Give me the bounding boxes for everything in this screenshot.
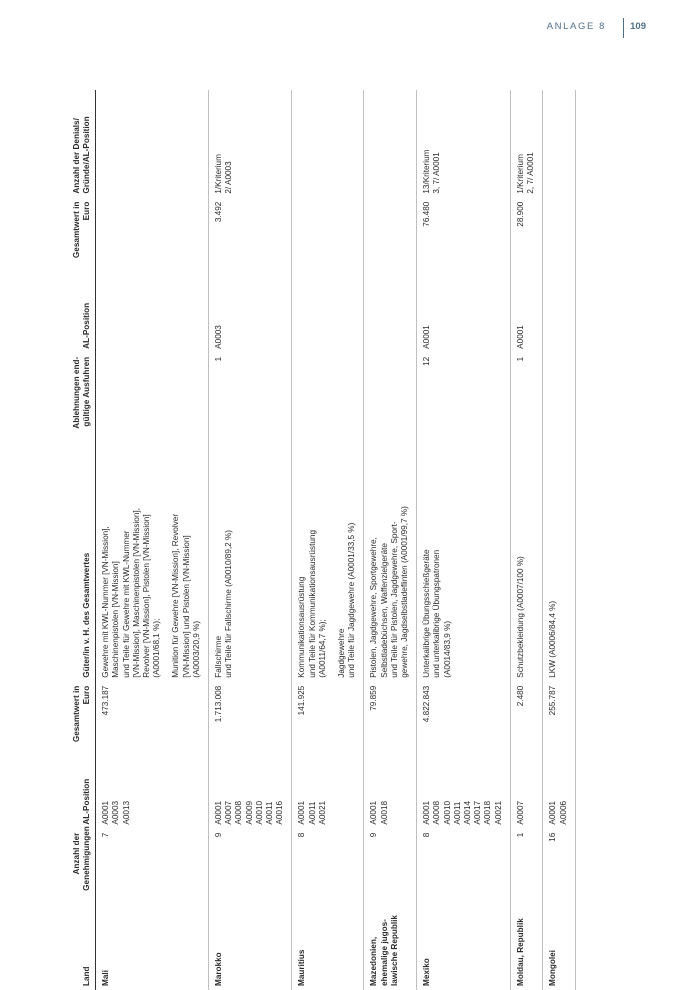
cell-denials	[209, 90, 292, 198]
land-name: Mexiko	[422, 958, 432, 986]
land-name: Mauritius	[297, 949, 307, 986]
cell-anzahl	[96, 829, 209, 895]
gueter-block	[214, 442, 234, 678]
cell-gueter	[364, 438, 417, 682]
col-header-gueter: Güter/in v. H. des Gesamtwertes	[70, 438, 96, 682]
section-label: ANLAGE 8	[546, 21, 606, 32]
cell-gesamtwert-2	[364, 198, 417, 268]
al-code: A0001	[422, 800, 432, 825]
gueter-line: und Teile für Kommunikationsausrüstung	[307, 529, 317, 678]
gueter-line: (A0001/68,1 %);	[152, 618, 162, 678]
cell-denials	[543, 90, 575, 198]
cell-land	[96, 895, 209, 990]
al-code: A0010	[442, 800, 452, 825]
anzahl-value: 16	[548, 832, 558, 842]
cell-ablehnungen	[96, 353, 209, 438]
cell-gueter	[96, 438, 209, 682]
land-line: Mazedonien,	[369, 936, 379, 986]
denial-gesamtwert: 3.492	[214, 201, 224, 223]
col-header-denials: Anzahl der Denials/ Gründe/AL-Position	[70, 90, 96, 198]
gueter-block	[171, 442, 202, 678]
gueter-block	[516, 442, 526, 678]
al-code: A0011	[265, 801, 275, 825]
gesamtwert-value: 2.480	[515, 685, 525, 707]
cell-gesamtwert-2	[510, 198, 542, 268]
table-row	[96, 90, 209, 990]
cell-land	[417, 895, 511, 990]
cell-ablehnungen	[543, 353, 575, 438]
cell-land	[292, 895, 364, 990]
al-code: A0014	[463, 800, 473, 825]
cell-al-position-2	[543, 268, 575, 353]
cell-al-position	[543, 750, 575, 829]
land-name: Mali	[101, 970, 111, 986]
cell-gesamtwert	[364, 682, 417, 750]
denial-line: 1/Kriterium	[515, 154, 525, 194]
gesamtwert-value: 4.822.843	[422, 685, 432, 723]
anzahl-value: 8	[422, 832, 432, 838]
cell-anzahl	[543, 829, 575, 895]
col-header-al-position-2: AL-Position	[70, 268, 96, 353]
cell-al-position	[209, 750, 292, 829]
gueter-line: [VN-Mission], Maschinenpistolen [VN-Mission],	[131, 508, 141, 678]
al-code: A0018	[483, 800, 493, 825]
cell-denials	[292, 90, 364, 198]
table-row	[417, 90, 511, 990]
gueter-block	[369, 442, 410, 678]
denial-line: 2/ A0003	[224, 161, 234, 194]
al-code: A0021	[317, 800, 327, 825]
al-code: A0007	[515, 800, 525, 825]
al-code: A0013	[121, 800, 131, 825]
cell-ablehnungen	[292, 353, 364, 438]
al-code: A0010	[254, 800, 264, 825]
gueter-block	[101, 442, 162, 678]
gueter-line: LKW (A0006/84,4 %)	[548, 600, 558, 678]
cell-ablehnungen	[209, 353, 292, 438]
anzahl-value: 9	[369, 832, 379, 838]
al-code: A0001	[214, 800, 224, 825]
gueter-line: [VN-Mission] und Pistolen [VN-Mission]	[181, 535, 191, 678]
page-number: 109	[630, 21, 646, 32]
ablehnungen-value: 1	[515, 356, 525, 362]
cell-al-position-2	[209, 268, 292, 353]
export-licence-table	[70, 90, 576, 990]
gueter-line: und Teile für Jagdgewehre (A0001/33,5 %)	[347, 522, 357, 678]
cell-al-position-2	[417, 268, 511, 353]
cell-al-position	[96, 750, 209, 829]
cell-gesamtwert-2	[96, 198, 209, 268]
ablehnungen-value: 12	[422, 356, 432, 366]
denial-line: 13/Kriterium	[422, 149, 432, 194]
table-header-row	[70, 90, 96, 990]
cell-gesamtwert	[417, 682, 511, 750]
cell-denials	[510, 90, 542, 198]
al-code: A0003	[111, 800, 121, 825]
gueter-line: Selbstladebüchsen, Waffenzielgeräte	[379, 543, 389, 678]
gueter-line: Schutzbekleidung (A0007/100 %)	[515, 556, 525, 678]
col-header-ablehnungen: Ablehnungen endgültige Ausfuhren	[70, 353, 96, 438]
gueter-block	[422, 442, 453, 678]
gueter-line: Kommunikationsausrüstung	[297, 576, 307, 678]
col-header-al-position: AL-Position	[70, 750, 96, 829]
gueter-line: und unterkalibrige Übungspatronen	[432, 549, 442, 678]
cell-gesamtwert	[96, 682, 209, 750]
cell-anzahl	[417, 829, 511, 895]
table-row	[364, 90, 417, 990]
denial-al-code: A0001	[422, 325, 432, 349]
al-code: A0018	[379, 800, 389, 825]
cell-ablehnungen	[417, 353, 511, 438]
al-code: A0001	[101, 800, 111, 825]
cell-al-position	[364, 750, 417, 829]
header-divider	[623, 18, 624, 38]
al-code: A0007	[224, 800, 234, 825]
cell-gueter	[209, 438, 292, 682]
gesamtwert-value: 473.187	[101, 685, 111, 716]
cell-gesamtwert-2	[417, 198, 511, 268]
al-code: A0001	[369, 800, 379, 825]
al-code: A0001	[297, 800, 307, 825]
cell-ablehnungen	[364, 353, 417, 438]
cell-gesamtwert	[510, 682, 542, 750]
cell-al-position-2	[96, 268, 209, 353]
gueter-line: Fallschirme	[214, 635, 224, 678]
al-code: A0009	[244, 800, 254, 825]
cell-al-position	[292, 750, 364, 829]
land-line: lawische Republik	[389, 915, 399, 986]
cell-land	[364, 895, 417, 990]
land-name: Moldau, Republik	[515, 918, 525, 986]
anzahl-value: 8	[297, 832, 307, 838]
rotated-table-container	[70, 90, 595, 990]
gueter-line: (A0014/83,9 %)	[442, 620, 452, 678]
cell-anzahl	[510, 829, 542, 895]
gueter-line: Unterkalibrige Übungsschießgeräte	[422, 549, 432, 678]
cell-gesamtwert	[292, 682, 364, 750]
gueter-line: (A0011/64,7 %);	[317, 619, 327, 678]
denial-al-code: A0001	[515, 325, 525, 349]
gueter-line: Revolver [VN-Mission], Pistolen [VN-Mission]	[142, 514, 151, 678]
cell-land	[543, 895, 575, 990]
al-code: A0016	[275, 800, 285, 825]
gueter-line: Munition für Gewehre [VN-Mission], Revolver	[171, 513, 181, 678]
land-name: Mongolei	[548, 950, 558, 986]
cell-gesamtwert-2	[543, 198, 575, 268]
land-line: ehemalige jugos-	[379, 919, 389, 986]
cell-al-position	[510, 750, 542, 829]
table-row	[209, 90, 292, 990]
cell-gesamtwert-2	[209, 198, 292, 268]
denial-line: 1/Kriterium	[214, 154, 224, 194]
denial-gesamtwert: 76.480	[422, 201, 432, 227]
table-row	[510, 90, 542, 990]
al-code: A0017	[473, 800, 483, 825]
cell-al-position-2	[510, 268, 542, 353]
cell-anzahl	[364, 829, 417, 895]
al-code: A0001	[548, 800, 558, 825]
gueter-block	[337, 442, 357, 678]
gueter-line: Jagdgewehre	[337, 628, 347, 678]
cell-denials	[417, 90, 511, 198]
al-code: A0008	[432, 800, 442, 825]
table-row	[292, 90, 364, 990]
cell-al-position-2	[364, 268, 417, 353]
al-code: A0021	[493, 800, 503, 825]
gueter-block	[297, 442, 328, 678]
ablehnungen-value: 1	[214, 356, 224, 362]
cell-land	[510, 895, 542, 990]
cell-gesamtwert-2	[292, 198, 364, 268]
anzahl-value: 1	[515, 832, 525, 838]
cell-ablehnungen	[510, 353, 542, 438]
al-code: A0011	[452, 801, 462, 825]
gesamtwert-value: 79.859	[369, 685, 379, 711]
gesamtwert-value: 255.787	[548, 685, 558, 716]
cell-gesamtwert	[543, 682, 575, 750]
col-header-gesamtwert: Gesamtwert in Euro	[70, 682, 96, 750]
denial-line: 3, 7/ A0001	[432, 152, 442, 194]
gueter-line: (A0003/20,9 %)	[191, 620, 201, 678]
table-row	[543, 90, 575, 990]
cell-gueter	[543, 438, 575, 682]
gueter-line: und Teile für Fallschirme (A0010/89,2 %)	[224, 530, 234, 678]
cell-al-position-2	[292, 268, 364, 353]
cell-al-position	[417, 750, 511, 829]
cell-anzahl	[292, 829, 364, 895]
gueter-block	[548, 442, 558, 678]
cell-gueter	[292, 438, 364, 682]
cell-gueter	[510, 438, 542, 682]
al-code: A0008	[234, 800, 244, 825]
cell-denials	[364, 90, 417, 198]
cell-land	[209, 895, 292, 990]
anzahl-value: 9	[214, 832, 224, 838]
al-code: A0006	[558, 800, 568, 825]
anzahl-value: 7	[101, 832, 111, 838]
gueter-line: und Teile für Gewehre mit KWL-Nummer	[121, 530, 131, 678]
col-header-gesamtwert-2: Gesamtwert in Euro	[70, 198, 96, 268]
gueter-line: Pistolen, Jagdgewehre, Sportgewehre,	[369, 537, 379, 678]
col-header-anzahl: Anzahl der Genehmigungen	[70, 829, 96, 895]
col-header-land: Land	[70, 895, 96, 990]
gueter-line: gewehre, Jagdselbstladeflinten (A0001/99,7 %)	[400, 506, 410, 678]
denial-al-code: A0003	[214, 325, 224, 349]
cell-gueter	[417, 438, 511, 682]
cell-denials	[96, 90, 209, 198]
cell-gesamtwert	[209, 682, 292, 750]
gesamtwert-value: 141.925	[297, 685, 307, 716]
gueter-line: Maschinenpistolen [VN-Mission]	[111, 561, 121, 678]
denial-gesamtwert: 28.900	[515, 201, 525, 227]
cell-anzahl	[209, 829, 292, 895]
gueter-line: und Teile für Pistolen, Jagdgewehre, Sport-	[389, 521, 399, 678]
denial-line: 2, 7/ A0001	[526, 152, 536, 194]
gueter-line: Gewehre mit KWL-Nummer [VN-Mission],	[101, 526, 111, 678]
table-body	[96, 90, 576, 990]
al-code: A0011	[307, 801, 317, 825]
land-name: Marokko	[214, 952, 224, 986]
gesamtwert-value: 1.713.008	[214, 685, 224, 723]
